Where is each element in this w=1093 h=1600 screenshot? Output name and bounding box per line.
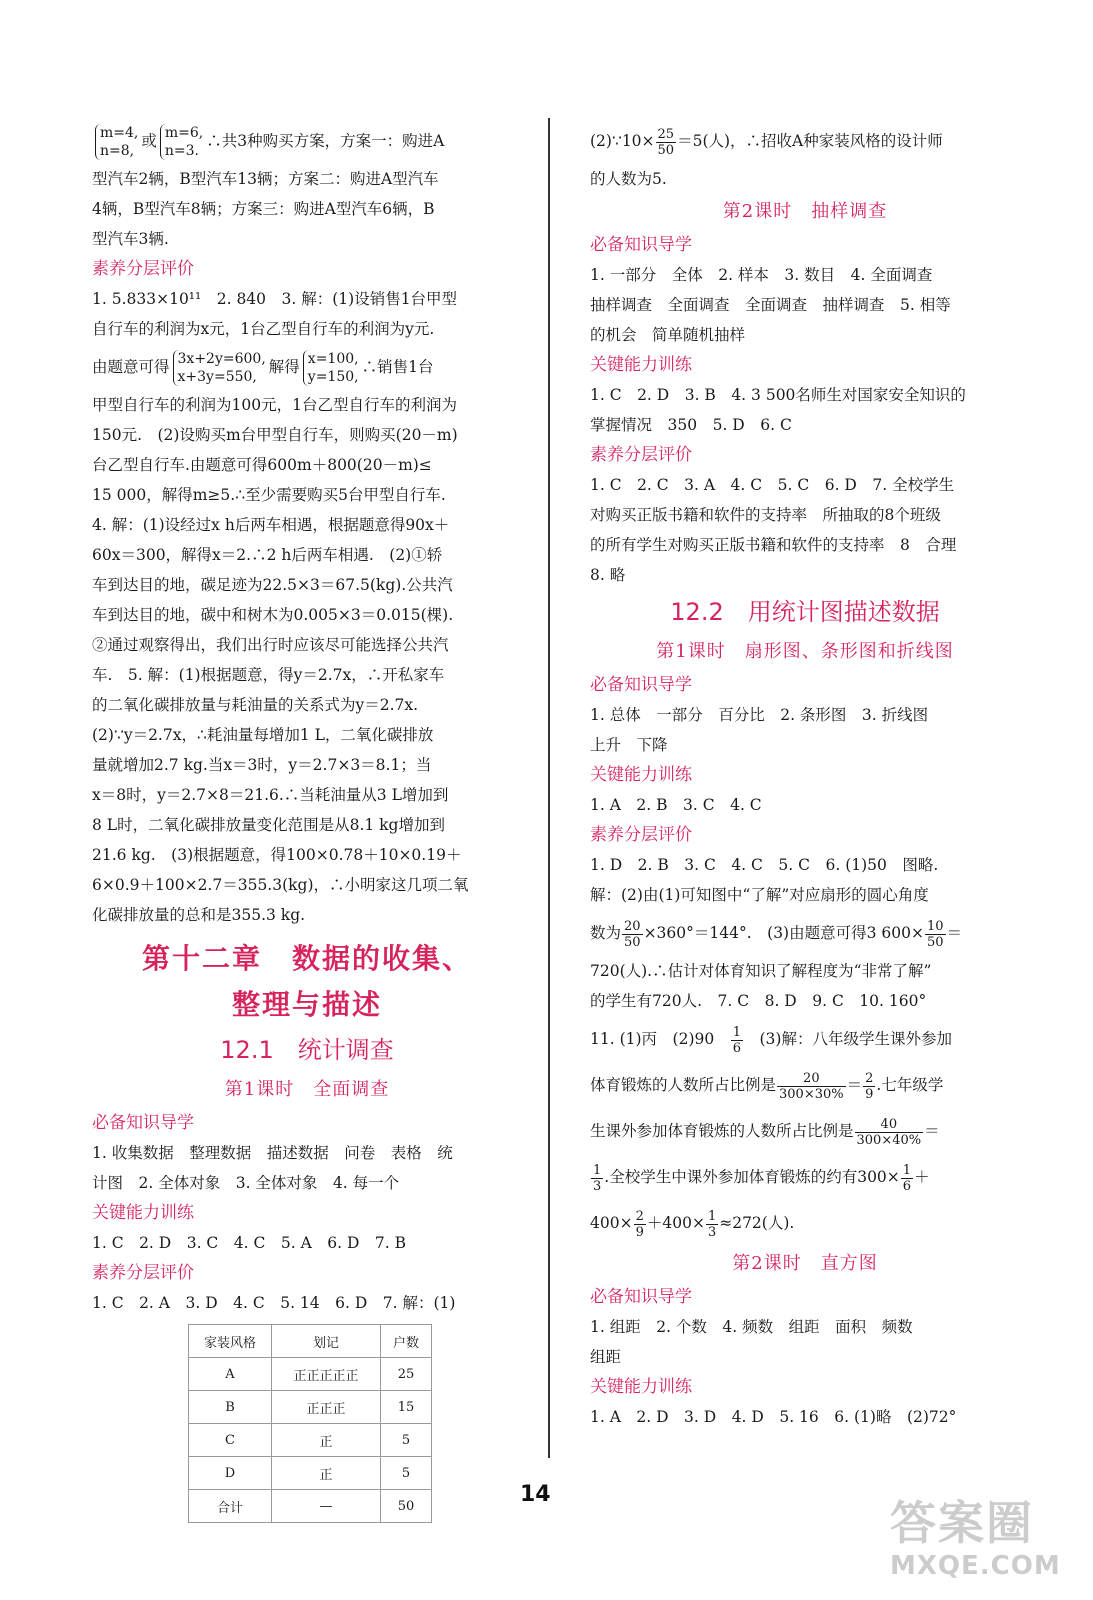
lesson-title: 第1课时 全面调查 [224, 1079, 390, 1100]
table-header-row [189, 1325, 432, 1358]
equation-system: 3x+2y=600, x+3y=550, [173, 350, 266, 386]
answer-line: 8 L时，二氧化碳排放量变化范围是从8.1 kg增加到 [92, 816, 445, 834]
table-cell: 合计 [189, 1490, 272, 1523]
section-heading: 关键能力训练 [590, 765, 692, 785]
table-cell: 15 [381, 1391, 432, 1424]
table-cell: 正正正正正 [272, 1358, 381, 1391]
table-header: 家装风格 [189, 1325, 272, 1358]
section-heading: 关键能力训练 [590, 1377, 692, 1397]
chapter-title-cont: 整理与描述 [231, 988, 382, 1021]
answer-line: 1. C 2. D 3. B 4. 3 500名师生对国家安全知识的 [590, 386, 966, 404]
answer-line: 的二氧化碳排放量与耗油量的关系式为y＝2.7x. [92, 696, 419, 714]
answer-line: 1. A 2. D 3. D 4. D 5. 16 6. (1)略 (2)72° [590, 1408, 957, 1426]
watermark-logo: 答案圈 [890, 1496, 1034, 1550]
equation-system: m=6, n=3. [160, 124, 203, 160]
lesson-title: 第2课时 抽样调查 [722, 201, 888, 222]
table-row [189, 1457, 432, 1490]
table-cell: — [272, 1490, 381, 1523]
table-cell: 25 [381, 1358, 432, 1391]
fraction: $\frac{1}{3}$ [593, 1162, 602, 1194]
fraction: $\frac{10}{50}$ [926, 918, 944, 950]
fraction: $\frac{25}{50}$ [657, 126, 675, 158]
lesson-title: 第2课时 直方图 [732, 1253, 878, 1274]
answer-line: 6×0.9＋100×2.7＝355.3(kg)，∴小明家这几项二氧 [92, 876, 469, 894]
answer-line: 台乙型自行车.由题意可得600m＋800(20－m)≤ [92, 456, 432, 474]
fraction: $\frac{40}{300\times 40\%}$ [856, 1116, 922, 1148]
table-cell: 正 [272, 1424, 381, 1457]
answer-line: 体育锻炼的人数所占比例是 $\frac{20}{300\times 30\%}$ ＝ $\frac{2}{9}$ .七年级学 [590, 1070, 944, 1102]
answer-line: 抽样调查 全面调查 全面调查 抽样调查 5. 相等 [590, 296, 951, 314]
answer-line: 量就增加2.7 kg.当x＝3时，y＝2.7×3＝8.1；当 [92, 756, 432, 774]
table-cell: 50 [381, 1490, 432, 1523]
section-heading: 必备知识导学 [590, 235, 692, 255]
answer-line: 1. C 2. C 3. A 4. C 5. C 6. D 7. 全校学生 [590, 476, 955, 494]
right-column [590, 118, 1020, 1432]
answer-line: 自行车的利润为x元，1台乙型自行车的利润为y元. [92, 320, 435, 338]
answer-line: 15 000，解得m≥5.∴至少需要购买5台甲型自行车. [92, 486, 446, 504]
answer-line: 的所有学生对购买正版书籍和软件的支持率 8 合理 [590, 536, 957, 554]
answer-line: 计图 2. 全体对象 3. 全体对象 4. 每一个 [92, 1174, 400, 1192]
page-number: 14 [520, 1482, 551, 1507]
table-header: 划记 [272, 1325, 381, 1358]
fraction: $\frac{20}{50}$ [624, 918, 641, 950]
table-row [189, 1358, 432, 1391]
section-heading: 素养分层评价 [590, 445, 692, 465]
answer-line: 车到达目的地，碳足迹为22.5×3＝67.5(kg).公共汽 [92, 576, 453, 594]
fraction: $\frac{1}{3}$ [707, 1208, 717, 1240]
answer-line: 1. D 2. B 3. C 4. C 5. C 6. (1)50 图略. [590, 856, 939, 874]
table-header: 户数 [381, 1325, 432, 1358]
watermark [890, 1495, 1061, 1581]
left-column [92, 118, 522, 1523]
answer-line: 1. A 2. B 3. C 4. C [590, 796, 762, 814]
equation-system: m=4, n=8, [95, 124, 138, 160]
answer-line: 对购买正版书籍和软件的支持率 所抽取的8个班级 [590, 506, 941, 524]
answer-line: 11. (1)丙 (2)90 $\frac{1}{6}$ (3)解：八年级学生课外参加 [590, 1024, 952, 1056]
answer-line: 型汽车3辆. [92, 230, 169, 248]
section-heading: 素养分层评价 [590, 825, 692, 845]
answer-line: 的学生有720人. 7. C 8. D 9. C 10. 160° [590, 992, 927, 1010]
answer-line: 由题意可得 3x+2y=600, x+3y=550, 解得 x=100, y=150, ∴销售1台 [92, 351, 434, 385]
table-cell: D [189, 1457, 272, 1490]
answer-line: 720(人).∴估计对体育知识了解程度为“非常了解” [590, 962, 932, 980]
answer-line: 4. 解：(1)设经过x h后两车相遇，根据题意得90x＋ [92, 516, 450, 534]
answer-line: 1. 组距 2. 个数 4. 频数 组距 面积 频数 [590, 1318, 913, 1336]
section-heading: 必备知识导学 [92, 1113, 194, 1133]
section-heading: 素养分层评价 [92, 259, 194, 279]
answer-line: 400× $\frac{2}{9}$ ＋400× $\frac{1}{3}$ ≈272(人). [590, 1208, 795, 1240]
answer-line: x＝8时，y＝2.7×8＝21.6.∴当耗油量从3 L增加到 [92, 786, 449, 804]
column-divider [548, 118, 550, 1458]
chapter-title: 第十二章 数据的收集、 [141, 942, 472, 975]
answer-line: 8. 略 [590, 566, 626, 584]
answer-line: 4辆，B型汽车8辆；方案三：购进A型汽车6辆，B [92, 200, 435, 218]
answer-line: 解：(2)由(1)可知图中“了解”对应扇形的圆心角度 [590, 886, 929, 904]
lesson-title: 第1课时 扇形图、条形图和折线图 [656, 641, 954, 662]
equation-system: x=100, y=150, [303, 350, 359, 386]
answer-line: 上升 下降 [590, 736, 668, 754]
unit-title: 12.2 用统计图描述数据 [670, 598, 940, 626]
answer-line: $\frac{1}{3}$ .全校学生中课外参加体育锻炼的约有300× $\frac{1}{6}$ ＋ [593, 1162, 930, 1194]
answer-line: 的机会 简单随机抽样 [590, 326, 746, 344]
answer-line: ②通过观察得出，我们出行时应该尽可能选择公共汽 [92, 636, 449, 654]
fraction: $\frac{1}{6}$ [732, 1024, 741, 1056]
answer-line: (2)∵10× $\frac{25}{50}$ ＝5(人)，∴招收A种家装风格的设计师 [590, 126, 943, 158]
tally-table [188, 1324, 432, 1523]
answer-line: 车到达目的地，碳中和树木为0.005×3＝0.015(棵). [92, 606, 454, 624]
answer-line: 150元. (2)设购买m台甲型自行车，则购买(20－m) [92, 426, 458, 444]
table-cell: 5 [381, 1457, 432, 1490]
fraction: $\frac{2}{9}$ [635, 1208, 644, 1240]
answer-line: 1. C 2. A 3. D 4. C 5. 14 6. D 7. 解：(1) [92, 1294, 456, 1312]
answer-line: 型汽车2辆，B型汽车13辆；方案二：购进A型汽车 [92, 170, 439, 188]
answer-line: m=4, n=8, 或 m=6, n=3. ∴共3种购买方案，方案一：购进A [92, 118, 522, 164]
table-cell: 正 [272, 1457, 381, 1490]
answer-line: 1. 总体 一部分 百分比 2. 条形图 3. 折线图 [590, 706, 929, 724]
answer-line: 的人数为5. [590, 170, 667, 188]
answer-line: 车. 5. 解：(1)根据题意，得y＝2.7x，∴开私家车 [92, 666, 445, 684]
answer-line: 60x＝300，解得x＝2.∴2 h后两车相遇. (2)①轿 [92, 546, 443, 564]
answer-line: (2)∵y＝2.7x，∴耗油量每增加1 L，二氧化碳排放 [92, 726, 434, 744]
section-heading: 素养分层评价 [92, 1263, 194, 1283]
answer-line: 组距 [590, 1348, 622, 1366]
answer-line: 1. 5.833×10¹¹ 2. 840 3. 解：(1)设销售1台甲型 [92, 290, 458, 308]
table-row [189, 1424, 432, 1457]
answer-line: 甲型自行车的利润为100元，1台乙型自行车的利润为 [92, 396, 457, 414]
table-cell: A [189, 1358, 272, 1391]
section-heading: 关键能力训练 [590, 355, 692, 375]
section-heading: 必备知识导学 [590, 1287, 692, 1307]
table-cell: 正正正 [272, 1391, 381, 1424]
table-row [189, 1490, 432, 1523]
answer-line: 生课外参加体育锻炼的人数所占比例是 $\frac{40}{300\times 40\%}$ ＝ [590, 1116, 940, 1148]
answer-line: 1. C 2. D 3. C 4. C 5. A 6. D 7. B [92, 1234, 407, 1252]
answer-line: 数为 $\frac{20}{50}$ ×360°＝144°. (3)由题意可得3 600× $\frac{10}{50}$ ＝ [590, 918, 963, 950]
table-cell: B [189, 1391, 272, 1424]
table-cell: 5 [381, 1424, 432, 1457]
section-heading: 必备知识导学 [590, 675, 692, 695]
fraction: $\frac{2}{9}$ [865, 1070, 874, 1102]
answer-line: 1. 收集数据 整理数据 描述数据 问卷 表格 统 [92, 1144, 453, 1162]
answer-line: 掌握情况 350 5. D 6. C [590, 416, 792, 434]
table-cell: C [189, 1424, 272, 1457]
table-row [189, 1391, 432, 1424]
watermark-url: MXQE.COM [890, 1551, 1061, 1581]
unit-title: 12.1 统计调查 [220, 1036, 394, 1064]
fraction: $\frac{1}{6}$ [902, 1162, 912, 1194]
answer-line: 21.6 kg. (3)根据题意，得100×0.78＋10×0.19＋ [92, 846, 462, 864]
answer-line: 1. 一部分 全体 2. 样本 3. 数目 4. 全面调查 [590, 266, 933, 284]
answer-line: 化碳排放量的总和是355.3 kg. [92, 906, 306, 924]
section-heading: 关键能力训练 [92, 1203, 194, 1223]
fraction: $\frac{20}{300\times 30\%}$ [779, 1070, 844, 1102]
